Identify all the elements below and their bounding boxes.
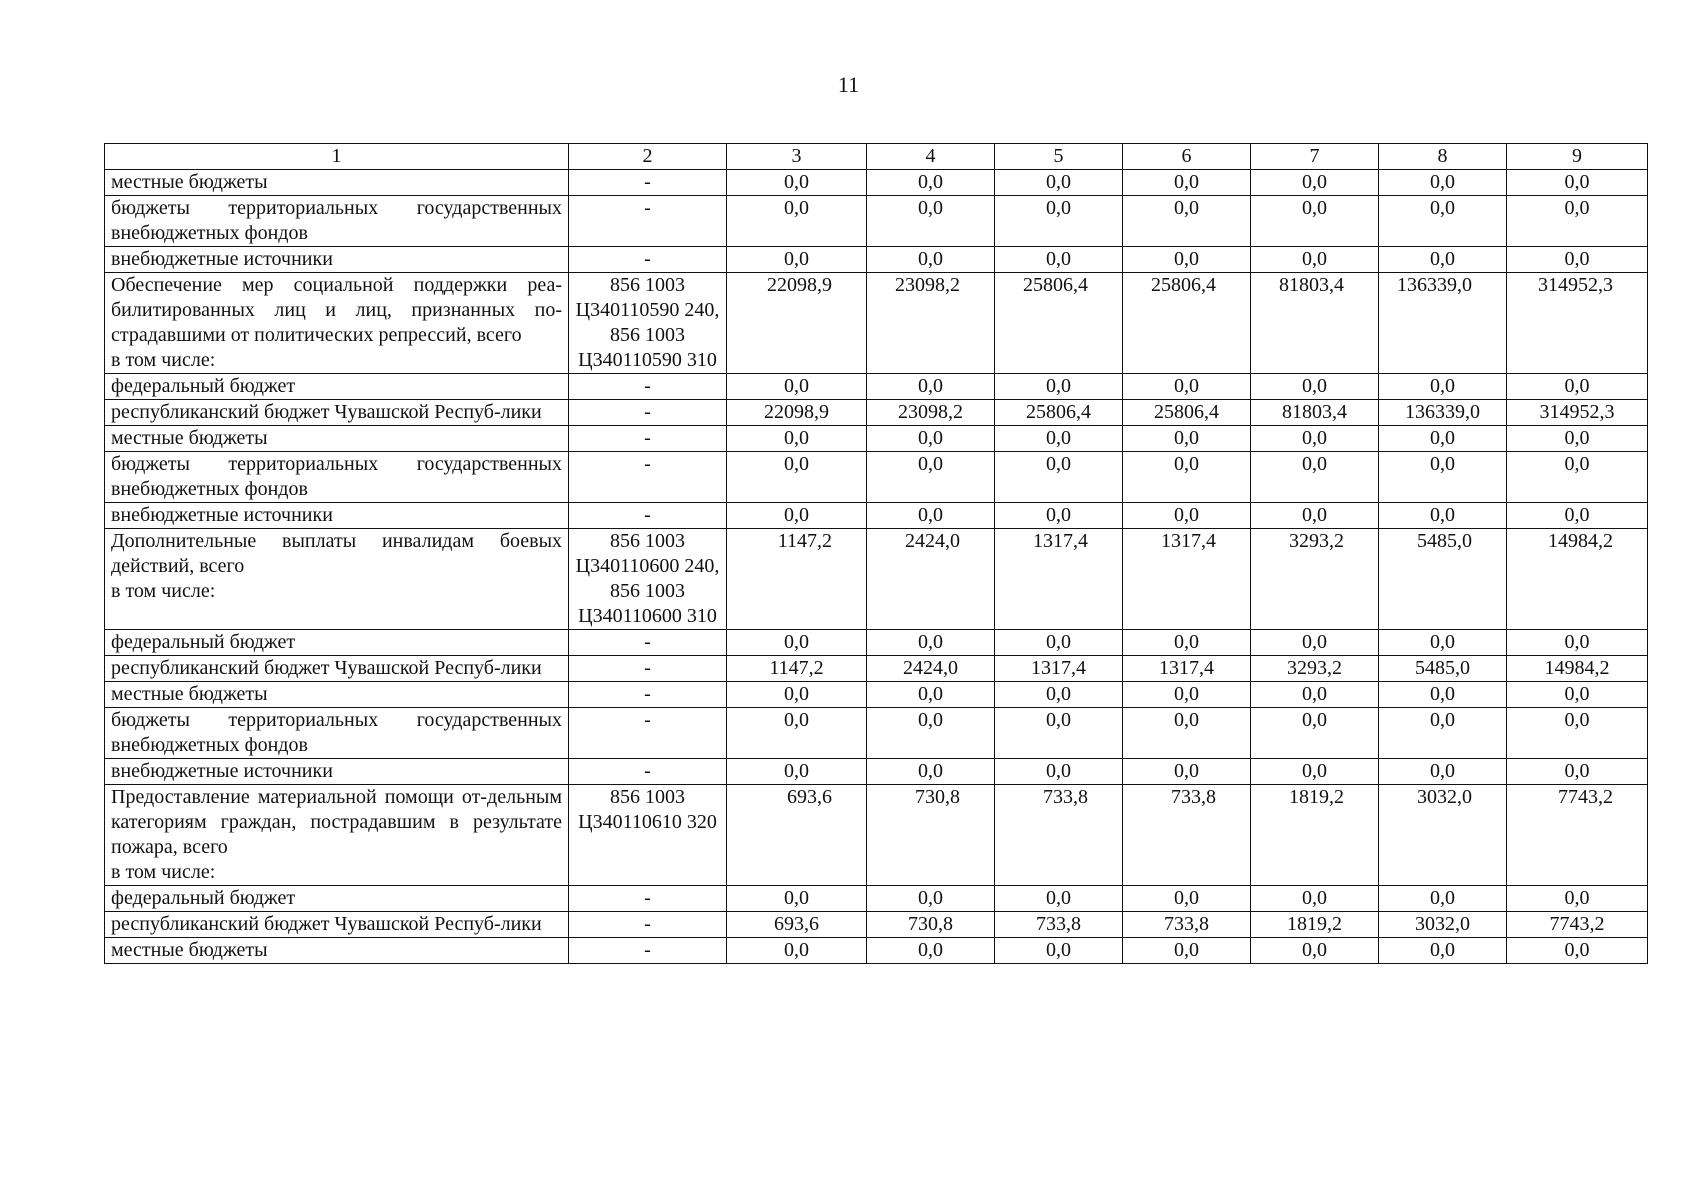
column-number-3: 3 [727,144,867,170]
budget-classification-code: - [569,374,727,400]
value-cell: 0,0 [995,630,1123,656]
value-cell: 733,8 [995,785,1123,886]
row-description: внебюджетные источники [105,247,569,273]
value-cell: 0,0 [867,886,995,912]
value-cell: 0,0 [1251,247,1379,273]
value-cell: 23098,2 [867,400,995,426]
budget-classification-code: - [569,452,727,503]
row-description: местные бюджеты [105,426,569,452]
table-row [105,785,1648,886]
value-cell: 733,8 [995,912,1123,938]
value-cell: 0,0 [1123,630,1251,656]
value-cell: 0,0 [995,452,1123,503]
value-cell: 0,0 [1123,938,1251,964]
value-cell: 0,0 [867,759,995,785]
value-cell: 0,0 [1123,170,1251,196]
table-row [105,708,1648,759]
value-cell: 0,0 [1507,170,1648,196]
row-description: федеральный бюджет [105,374,569,400]
value-cell: 0,0 [1507,426,1648,452]
value-cell: 0,0 [1507,938,1648,964]
table-row [105,503,1648,529]
value-cell: 0,0 [1507,247,1648,273]
value-cell: 0,0 [867,503,995,529]
value-cell: 730,8 [867,912,995,938]
value-cell: 0,0 [1379,630,1507,656]
row-description: бюджеты территориальных государственных внебюджетных фондов [105,196,569,247]
row-description: республиканский бюджет Чувашской Респуб-лики [105,400,569,426]
budget-classification-code: 856 1003 Ц340110600 240, 856 1003 Ц340110600 310 [569,529,727,630]
value-cell: 0,0 [995,426,1123,452]
value-cell: 0,0 [867,426,995,452]
value-cell: 0,0 [727,374,867,400]
value-cell: 0,0 [867,374,995,400]
budget-classification-code: - [569,400,727,426]
value-cell: 0,0 [1507,682,1648,708]
value-cell: 0,0 [1251,452,1379,503]
value-cell: 22098,9 [727,400,867,426]
table-row [105,196,1648,247]
row-description: местные бюджеты [105,170,569,196]
value-cell: 0,0 [727,886,867,912]
value-cell: 0,0 [1379,170,1507,196]
value-cell: 0,0 [1379,682,1507,708]
column-number-6: 6 [1123,144,1251,170]
row-description: федеральный бюджет [105,630,569,656]
budget-classification-code: - [569,759,727,785]
row-description: Дополнительные выплаты инвалидам боевых действий, всего в том числе: [105,529,569,630]
table-row [105,452,1648,503]
row-description: внебюджетные источники [105,759,569,785]
column-number-9: 9 [1507,144,1648,170]
budget-classification-code: - [569,682,727,708]
value-cell: 0,0 [1123,452,1251,503]
value-cell: 0,0 [1251,759,1379,785]
table-row [105,682,1648,708]
value-cell: 0,0 [727,938,867,964]
value-cell: 0,0 [727,452,867,503]
value-cell: 0,0 [1123,426,1251,452]
value-cell: 0,0 [1251,374,1379,400]
value-cell: 0,0 [995,196,1123,247]
row-description: местные бюджеты [105,938,569,964]
column-number-8: 8 [1379,144,1507,170]
table-body [105,170,1648,964]
value-cell: 0,0 [867,708,995,759]
budget-table [104,143,1648,964]
table-row [105,426,1648,452]
value-cell: 0,0 [1379,452,1507,503]
value-cell: 0,0 [1379,426,1507,452]
value-cell: 25806,4 [995,400,1123,426]
budget-classification-code: - [569,170,727,196]
value-cell: 2424,0 [867,656,995,682]
table-row [105,273,1648,374]
value-cell: 1317,4 [995,529,1123,630]
value-cell: 0,0 [727,426,867,452]
value-cell: 3293,2 [1251,656,1379,682]
value-cell: 0,0 [1251,503,1379,529]
value-cell: 0,0 [1507,452,1648,503]
value-cell: 0,0 [995,247,1123,273]
value-cell: 0,0 [727,247,867,273]
budget-classification-code: - [569,247,727,273]
value-cell: 0,0 [1507,708,1648,759]
value-cell: 0,0 [1123,503,1251,529]
value-cell: 22098,9 [727,273,867,374]
budget-classification-code: - [569,630,727,656]
value-cell: 3032,0 [1379,785,1507,886]
column-number-5: 5 [995,144,1123,170]
value-cell: 0,0 [1507,759,1648,785]
value-cell: 81803,4 [1251,273,1379,374]
value-cell: 0,0 [727,759,867,785]
value-cell: 314952,3 [1507,273,1648,374]
value-cell: 0,0 [1251,708,1379,759]
column-number-7: 7 [1251,144,1379,170]
column-number-1: 1 [105,144,569,170]
value-cell: 1317,4 [1123,529,1251,630]
value-cell: 0,0 [1123,374,1251,400]
page-number: 11 [837,72,860,97]
budget-classification-code: - [569,912,727,938]
value-cell: 0,0 [867,682,995,708]
table-row [105,759,1648,785]
value-cell: 0,0 [867,938,995,964]
table-row [105,247,1648,273]
value-cell: 14984,2 [1507,656,1648,682]
value-cell: 0,0 [1251,426,1379,452]
value-cell: 0,0 [867,170,995,196]
value-cell: 1819,2 [1251,785,1379,886]
value-cell: 693,6 [727,912,867,938]
table-row [105,886,1648,912]
value-cell: 0,0 [1123,708,1251,759]
budget-classification-code: - [569,938,727,964]
table-row [105,630,1648,656]
value-cell: 0,0 [1123,886,1251,912]
value-cell: 1317,4 [1123,656,1251,682]
value-cell: 0,0 [1123,247,1251,273]
value-cell: 0,0 [1507,374,1648,400]
value-cell: 0,0 [995,503,1123,529]
value-cell: 0,0 [1251,196,1379,247]
value-cell: 0,0 [1379,247,1507,273]
value-cell: 0,0 [1379,938,1507,964]
value-cell: 730,8 [867,785,995,886]
value-cell: 693,6 [727,785,867,886]
value-cell: 0,0 [727,196,867,247]
budget-classification-code: - [569,656,727,682]
value-cell: 0,0 [1379,708,1507,759]
budget-classification-code: 856 1003 Ц340110610 320 [569,785,727,886]
value-cell: 1147,2 [727,656,867,682]
value-cell: 0,0 [1251,630,1379,656]
value-cell: 0,0 [1251,938,1379,964]
value-cell: 0,0 [995,886,1123,912]
value-cell: 0,0 [1507,886,1648,912]
value-cell: 3293,2 [1251,529,1379,630]
value-cell: 0,0 [1507,503,1648,529]
value-cell: 0,0 [867,196,995,247]
value-cell: 25806,4 [995,273,1123,374]
value-cell: 0,0 [1379,503,1507,529]
row-description: внебюджетные источники [105,503,569,529]
table-row [105,912,1648,938]
table-row [105,170,1648,196]
value-cell: 0,0 [867,247,995,273]
value-cell: 5485,0 [1379,529,1507,630]
value-cell: 0,0 [1379,759,1507,785]
value-cell: 733,8 [1123,785,1251,886]
value-cell: 0,0 [1379,374,1507,400]
value-cell: 0,0 [1379,886,1507,912]
value-cell: 7743,2 [1507,785,1648,886]
value-cell: 0,0 [995,759,1123,785]
value-cell: 1819,2 [1251,912,1379,938]
value-cell: 5485,0 [1379,656,1507,682]
value-cell: 0,0 [1123,196,1251,247]
row-description: федеральный бюджет [105,886,569,912]
value-cell: 0,0 [1251,886,1379,912]
value-cell: 1147,2 [727,529,867,630]
table-row [105,656,1648,682]
table-row [105,938,1648,964]
value-cell: 7743,2 [1507,912,1648,938]
budget-classification-code: - [569,503,727,529]
value-cell: 14984,2 [1507,529,1648,630]
column-number-2: 2 [569,144,727,170]
value-cell: 0,0 [995,938,1123,964]
column-number-row [105,144,1648,170]
value-cell: 0,0 [1379,196,1507,247]
table-row [105,529,1648,630]
value-cell: 0,0 [867,630,995,656]
budget-classification-code: 856 1003 Ц340110590 240, 856 1003 Ц340110590 310 [569,273,727,374]
value-cell: 0,0 [867,452,995,503]
budget-classification-code: - [569,708,727,759]
row-description: республиканский бюджет Чувашской Респуб-лики [105,912,569,938]
value-cell: 0,0 [727,630,867,656]
value-cell: 0,0 [1507,196,1648,247]
value-cell: 0,0 [1123,682,1251,708]
value-cell: 0,0 [1251,682,1379,708]
value-cell: 25806,4 [1123,400,1251,426]
row-description: местные бюджеты [105,682,569,708]
value-cell: 2424,0 [867,529,995,630]
row-description: бюджеты территориальных государственных внебюджетных фондов [105,708,569,759]
row-description: республиканский бюджет Чувашской Респуб-лики [105,656,569,682]
value-cell: 0,0 [1251,170,1379,196]
value-cell: 733,8 [1123,912,1251,938]
value-cell: 0,0 [727,708,867,759]
table-row [105,400,1648,426]
value-cell: 0,0 [995,374,1123,400]
value-cell: 25806,4 [1123,273,1251,374]
value-cell: 0,0 [727,682,867,708]
value-cell: 0,0 [727,503,867,529]
value-cell: 314952,3 [1507,400,1648,426]
value-cell: 136339,0 [1379,400,1507,426]
column-number-4: 4 [867,144,995,170]
budget-classification-code: - [569,886,727,912]
value-cell: 136339,0 [1379,273,1507,374]
value-cell: 0,0 [995,708,1123,759]
value-cell: 1317,4 [995,656,1123,682]
table-row [105,374,1648,400]
row-description: бюджеты территориальных государственных внебюджетных фондов [105,452,569,503]
value-cell: 23098,2 [867,273,995,374]
budget-classification-code: - [569,426,727,452]
value-cell: 0,0 [1507,630,1648,656]
value-cell: 0,0 [1123,759,1251,785]
value-cell: 81803,4 [1251,400,1379,426]
value-cell: 3032,0 [1379,912,1507,938]
budget-classification-code: - [569,196,727,247]
row-description: Предоставление материальной помощи от-дельным категориям граждан, пострадавшим в результате пожара, всего в том числе: [105,785,569,886]
row-description: Обеспечение мер социальной поддержки реа-билитированных лиц и лиц, признанных по-страдавшими от политических репрессий, всего в том числе: [105,273,569,374]
value-cell: 0,0 [727,170,867,196]
value-cell: 0,0 [995,682,1123,708]
value-cell: 0,0 [995,170,1123,196]
